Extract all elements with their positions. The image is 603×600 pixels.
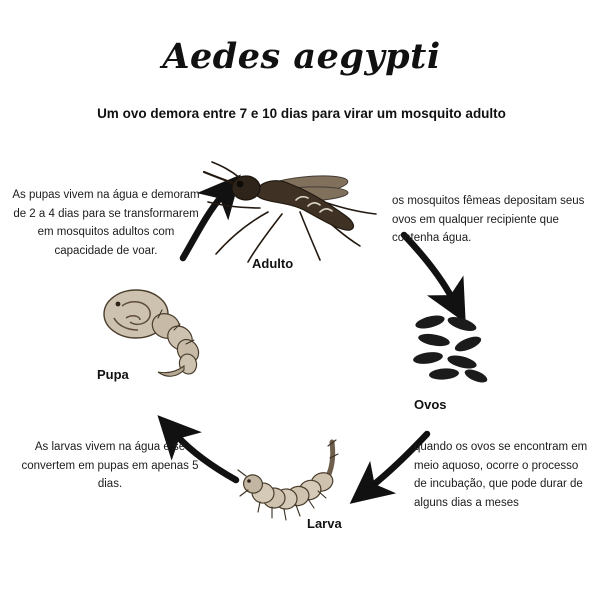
stage-label-ovos: Ovos <box>414 397 447 412</box>
page-subtitle: Um ovo demora entre 7 e 10 dias para virar um mosquito adulto <box>97 106 506 121</box>
caption-pupa-to-adult: As pupas vivem na água e demoram de 2 a 4 dias para se transformarem em mosquitos adultos com capacidade de voar. <box>12 189 200 257</box>
page-title: Aedes aegypti <box>162 36 441 77</box>
stage-label-adulto: Adulto <box>252 256 294 271</box>
stage-label-pupa: Pupa <box>97 367 129 382</box>
caption-larva-to-pupa: As larvas vivem na água e se convertem em pupas em apenas 5 dias. <box>21 441 199 491</box>
caption-adult-to-eggs: os mosquitos fêmeas depositam seus ovos em qualquer recipiente que contenha água. <box>392 195 585 245</box>
adult-mosquito-illustration <box>196 150 386 270</box>
larva-illustration <box>244 432 364 528</box>
caption-eggs-to-larva: quando os ovos se encontram em meio aquoso, ocorre o processo de incubação, que pode durar de alguns dias a meses <box>414 441 588 509</box>
eggs-illustration <box>404 310 500 390</box>
stage-label-larva: Larva <box>307 516 342 531</box>
